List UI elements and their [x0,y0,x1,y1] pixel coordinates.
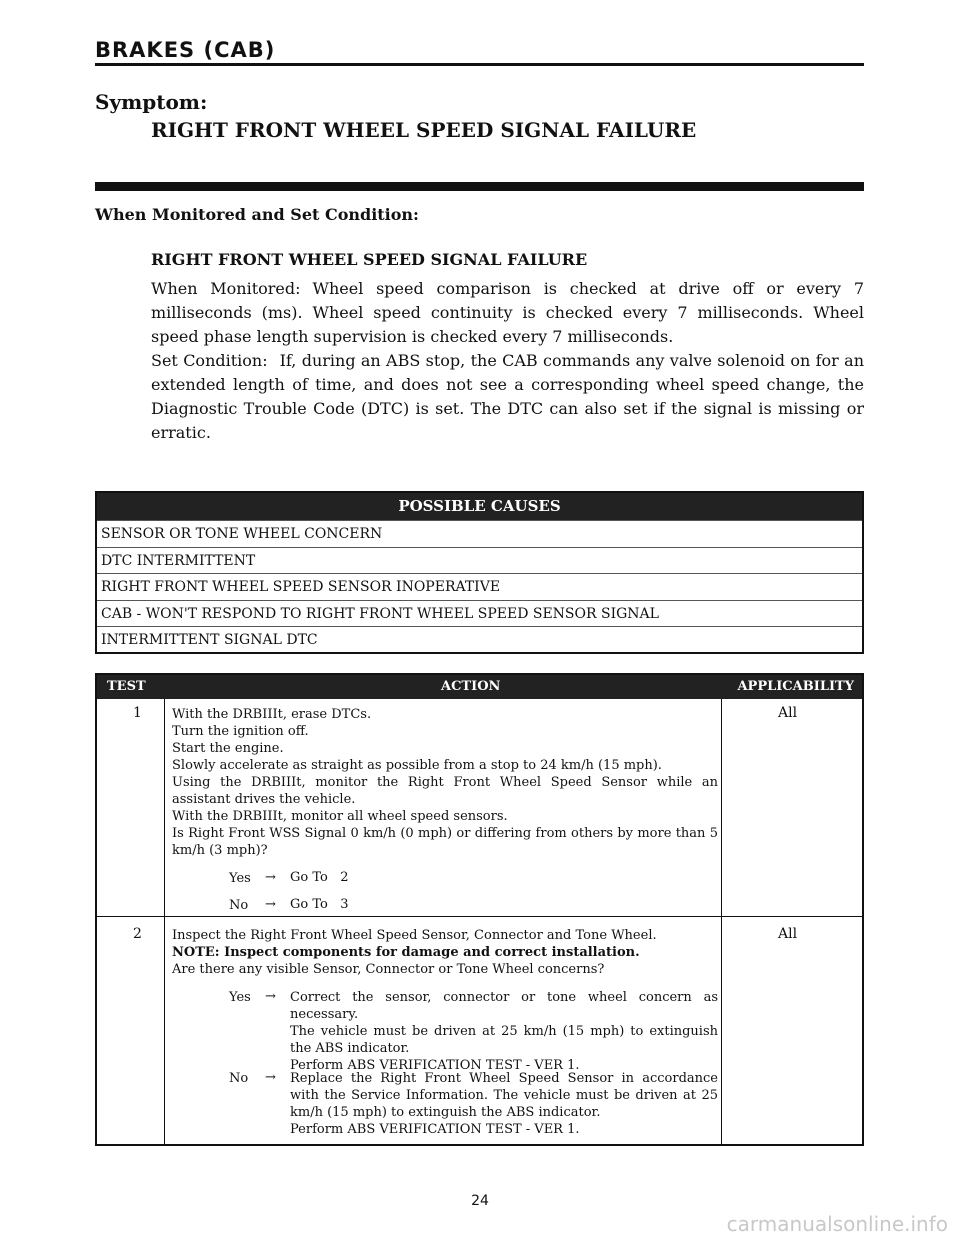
column-divider [721,699,722,1144]
action-line: Replace the Right Front Wheel Speed Sensor in accordance with the Service Information. The vehicle must be driven at 25 km/h (15 mph) to extinguish the ABS indicator. [290,1071,718,1120]
test-step: Is Right Front WSS Signal 0 km/h (0 mph) or differing from others by more than 5 km/h (3 mph)? [172,826,718,858]
header-action: ACTION [441,679,501,694]
test-step: Slowly accelerate as straight as possible from a stop to 24 km/h (15 mph). [172,758,662,773]
symptom-label: Symptom: [95,90,208,114]
when-monitored-label: When Monitored: [151,279,301,298]
test-table-header [97,675,862,699]
goto-link[interactable]: Go To 3 [290,897,349,912]
test-number: 2 [133,926,142,942]
test-2-steps [172,927,718,978]
cause-item: INTERMITTENT SIGNAL DTC [97,626,862,653]
arrow-icon: → [265,870,276,885]
when-monitored-paragraph [151,277,864,349]
test-step: With the DRBIIIt, monitor all wheel speed sensors. [172,809,508,824]
test-applicability: All [778,705,798,721]
test-table [95,673,864,1146]
header-rule [95,63,864,66]
goto-link[interactable]: Go To 2 [290,870,349,885]
arrow-icon: → [265,1070,276,1085]
answer-no-action [290,1070,718,1138]
possible-causes-heading: POSSIBLE CAUSES [97,493,862,520]
monitored-subheading: RIGHT FRONT WHEEL SPEED SIGNAL FAILURE [151,250,588,269]
test-step: Inspect the Right Front Wheel Speed Sensor, Connector and Tone Wheel. [172,928,657,943]
page-number: 24 [471,1193,489,1209]
test-1-steps [172,706,718,859]
cause-item: CAB - WON'T RESPOND TO RIGHT FRONT WHEEL SPEED SENSOR SIGNAL [97,600,862,627]
section-divider [95,182,864,191]
set-condition-paragraph [151,349,864,445]
symptom-title: RIGHT FRONT WHEEL SPEED SIGNAL FAILURE [151,118,697,142]
action-line: Correct the sensor, connector or tone wheel concern as necessary. [290,990,718,1022]
answer-yes-label: Yes [229,990,251,1005]
test-step: With the DRBIIIt, erase DTCs. [172,707,372,722]
cause-item: SENSOR OR TONE WHEEL CONCERN [97,520,862,547]
answer-yes-action [290,989,718,1074]
possible-causes-table [95,491,864,654]
test-question: Are there any visible Sensor, Connector or Tone Wheel concerns? [172,962,605,977]
monitored-heading: When Monitored and Set Condition: [95,205,419,224]
test-note: NOTE: Inspect components for damage and correct installation. [172,945,640,960]
test-step: Turn the ignition off. [172,724,309,739]
test-step: Using the DRBIIIt, monitor the Right Front Wheel Speed Sensor while an assistant drives the vehicle. [172,775,718,807]
set-condition-text: If, during an ABS stop, the CAB commands any valve solenoid on for an extended length of time, and does not see a corresponding wheel speed change, the Diagnostic Trouble Code (DTC) is set. The DTC can also set if the signal is missing or erratic. [151,351,864,442]
set-condition-label: Set Condition: [151,351,268,370]
when-monitored-text: Wheel speed comparison is checked at drive off or every 7 milliseconds (ms). Wheel speed continuity is checked every 7 milliseconds. Wheel speed phase length supervision is checked every 7 milliseconds. [151,279,865,346]
test-number: 1 [133,705,142,721]
action-line: Perform ABS VERIFICATION TEST - VER 1. [290,1122,580,1137]
action-line: Perform ABS VERIFICATION TEST - VER 1. [290,1058,580,1073]
test-applicability: All [778,926,798,942]
cause-item: RIGHT FRONT WHEEL SPEED SENSOR INOPERATIVE [97,573,862,600]
header-applicability: APPLICABILITY [737,679,854,694]
header-test: TEST [107,679,146,694]
answer-no-label: No [229,898,249,913]
arrow-icon: → [265,897,276,912]
section-title: BRAKES (CAB) [95,38,276,62]
answer-no-label: No [229,1071,249,1086]
cause-item: DTC INTERMITTENT [97,547,862,574]
test-step: Start the engine. [172,741,284,756]
row-divider [97,916,862,917]
watermark: carmanualsonline.info [726,1212,948,1236]
arrow-icon: → [265,989,276,1004]
column-divider [164,699,165,1144]
action-line: The vehicle must be driven at 25 km/h (15 mph) to extinguish the ABS indicator. [290,1024,718,1056]
answer-yes-label: Yes [229,871,251,886]
